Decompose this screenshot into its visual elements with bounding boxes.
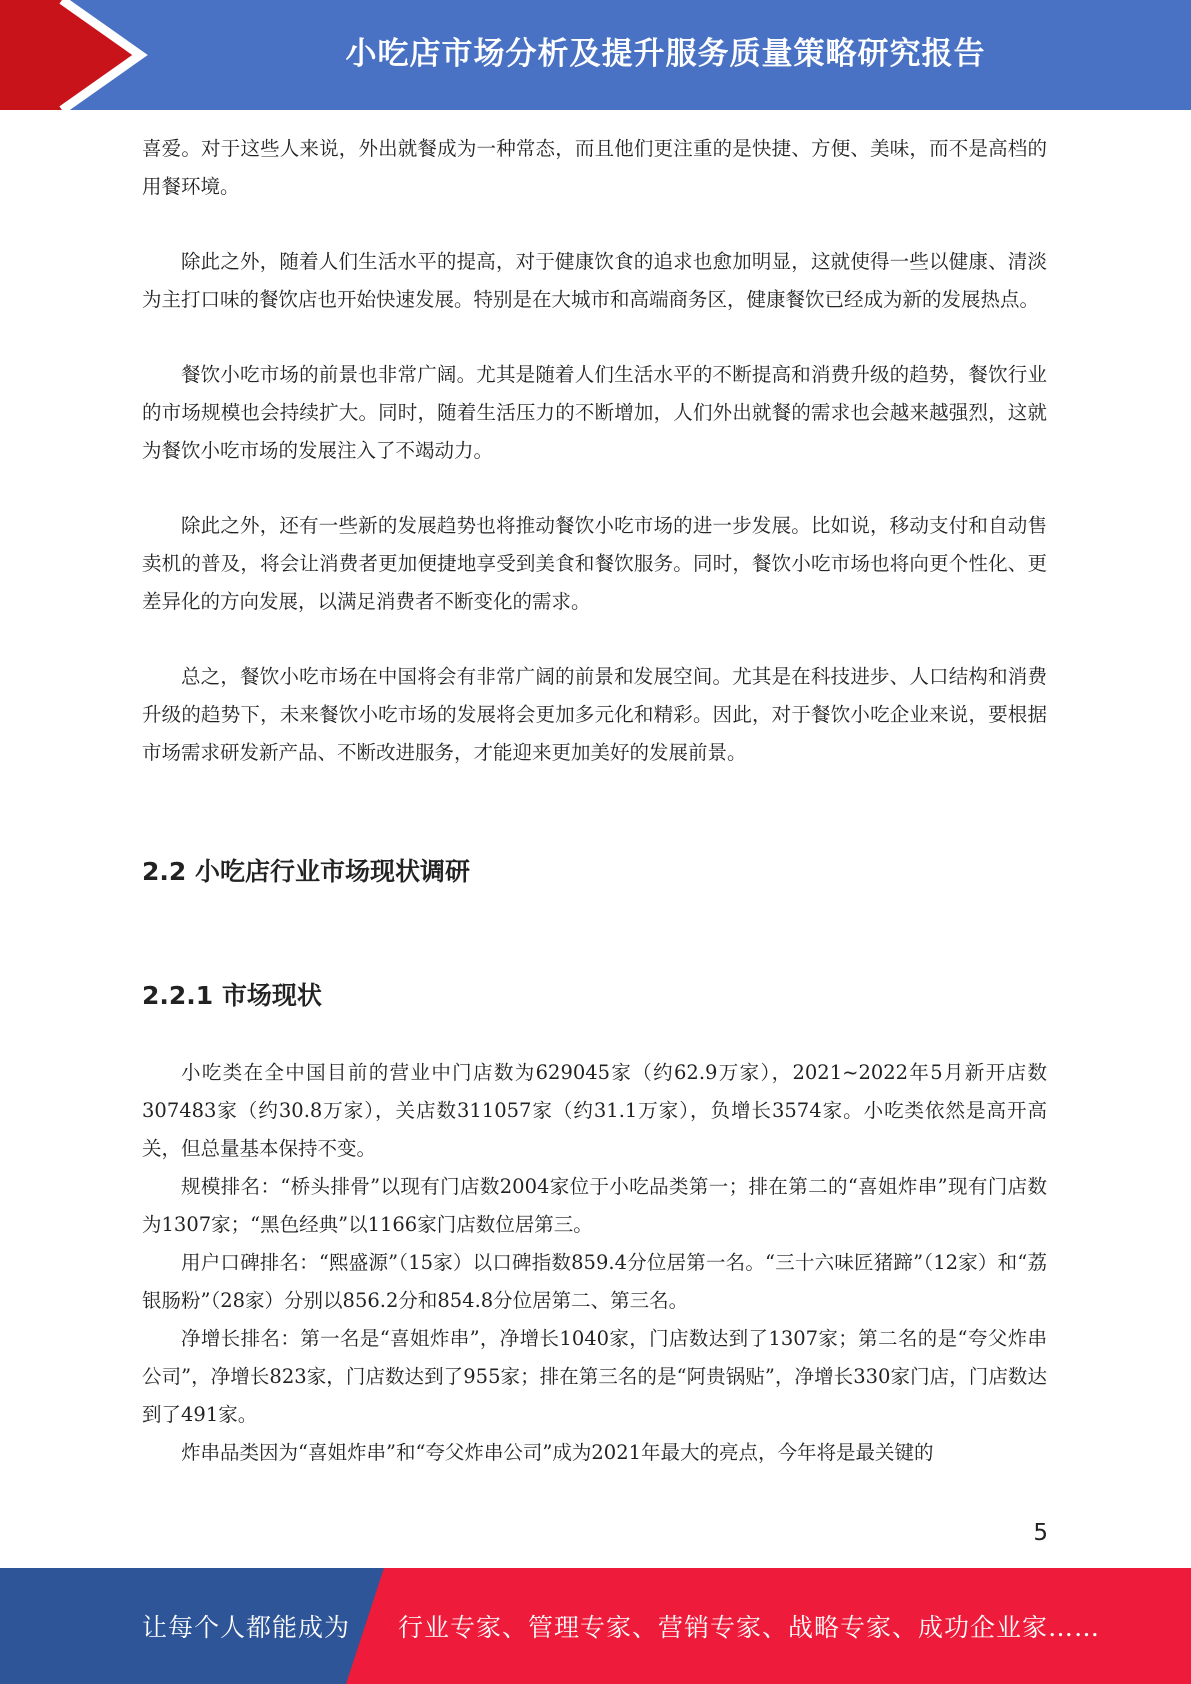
body-paragraph: 除此之外，随着人们生活水平的提高，对于健康饮食的追求也愈加明显，这就使得一些以健康、清淡为主打口味的餐饮店也开始快速发展。特别是在大城市和高端商务区，健康餐饮已经成为新的发展热点。 (142, 250, 1047, 311)
body-paragraph: 餐饮小吃市场的前景也非常广阔。尤其是随着人们生活水平的不断提高和消费升级的趋势，餐饮行业的市场规模也会持续扩大。同时，随着生活压力的不断增加，人们外出就餐的需求也会越来越强烈，这就为餐饮小吃市场的发展注入了不竭动力。 (142, 363, 1047, 462)
page-number: 5 (1033, 1520, 1048, 1546)
footer-slogan-left: 让每个人都能成为 (142, 1613, 351, 1642)
body-paragraph: 炸串品类因为“喜姐炸串”和“夸父炸串公司”成为2021年最大的亮点，今年将是最关键的 (181, 1441, 934, 1464)
body-paragraph: 总之，餐饮小吃市场在中国将会有非常广阔的前景和发展空间。尤其是在科技进步、人口结构和消费升级的趋势下，未来餐饮小吃市场的发展将会更加多元化和精彩。因此，对于餐饮小吃企业来说，要根据市场需求研发新产品、不断改进服务，才能迎来更加美好的发展前景。 (142, 665, 1047, 764)
body-paragraph: 用户口碑排名：“熙盛源”（15家）以口碑指数859.4分位居第一名。“三十六味匠猪蹄”（12家）和“荔银肠粉”（28家）分别以856.2分和854.8分位居第二、第三名。 (142, 1251, 1047, 1312)
subsection-heading: 2.2.1 市场现状 (142, 981, 322, 1010)
header-title: 小吃店市场分析及提升服务质量策略研究报告 (345, 36, 986, 72)
body-paragraph: 规模排名：“桥头排骨”以现有门店数2004家位于小吃品类第一；排在第二的“喜姐炸串”现有门店数为1307家；“黑色经典”以1166家门店数位居第三。 (142, 1175, 1047, 1236)
body-paragraph: 除此之外，还有一些新的发展趋势也将推动餐饮小吃市场的进一步发展。比如说，移动支付和自动售卖机的普及，将会让消费者更加便捷地享受到美食和餐饮服务。同时，餐饮小吃市场也将向更个性化、更差异化的方向发展，以满足消费者不断变化的需求。 (142, 514, 1047, 613)
section-heading: 2.2 小吃店行业市场现状调研 (142, 857, 470, 886)
body-paragraph: 喜爱。对于这些人来说，外出就餐成为一种常态，而且他们更注重的是快捷、方便、美味，而不是高档的用餐环境。 (142, 137, 1047, 198)
page-content (142, 130, 1047, 1472)
page-footer (0, 1568, 1191, 1684)
body-paragraph: 小吃类在全中国目前的营业中门店数为629045家（约62.9万家），2021~2022年5月新开店数307483家（约30.8万家），关店数311057家（约31.1万家），负增长3574家。小吃类依然是高开高关，但总量基本保持不变。 (142, 1061, 1047, 1160)
page-header (0, 0, 1191, 110)
footer-slogan-right: 行业专家、管理专家、营销专家、战略专家、成功企业家…… (398, 1613, 1101, 1642)
body-paragraph: 净增长排名：第一名是“喜姐炸串”，净增长1040家，门店数达到了1307家；第二名的是“夸父炸串公司”，净增长823家，门店数达到了955家；排在第三名的是“阿贵锅贴”，净增长330家门店，门店数达到了491家。 (142, 1327, 1047, 1426)
